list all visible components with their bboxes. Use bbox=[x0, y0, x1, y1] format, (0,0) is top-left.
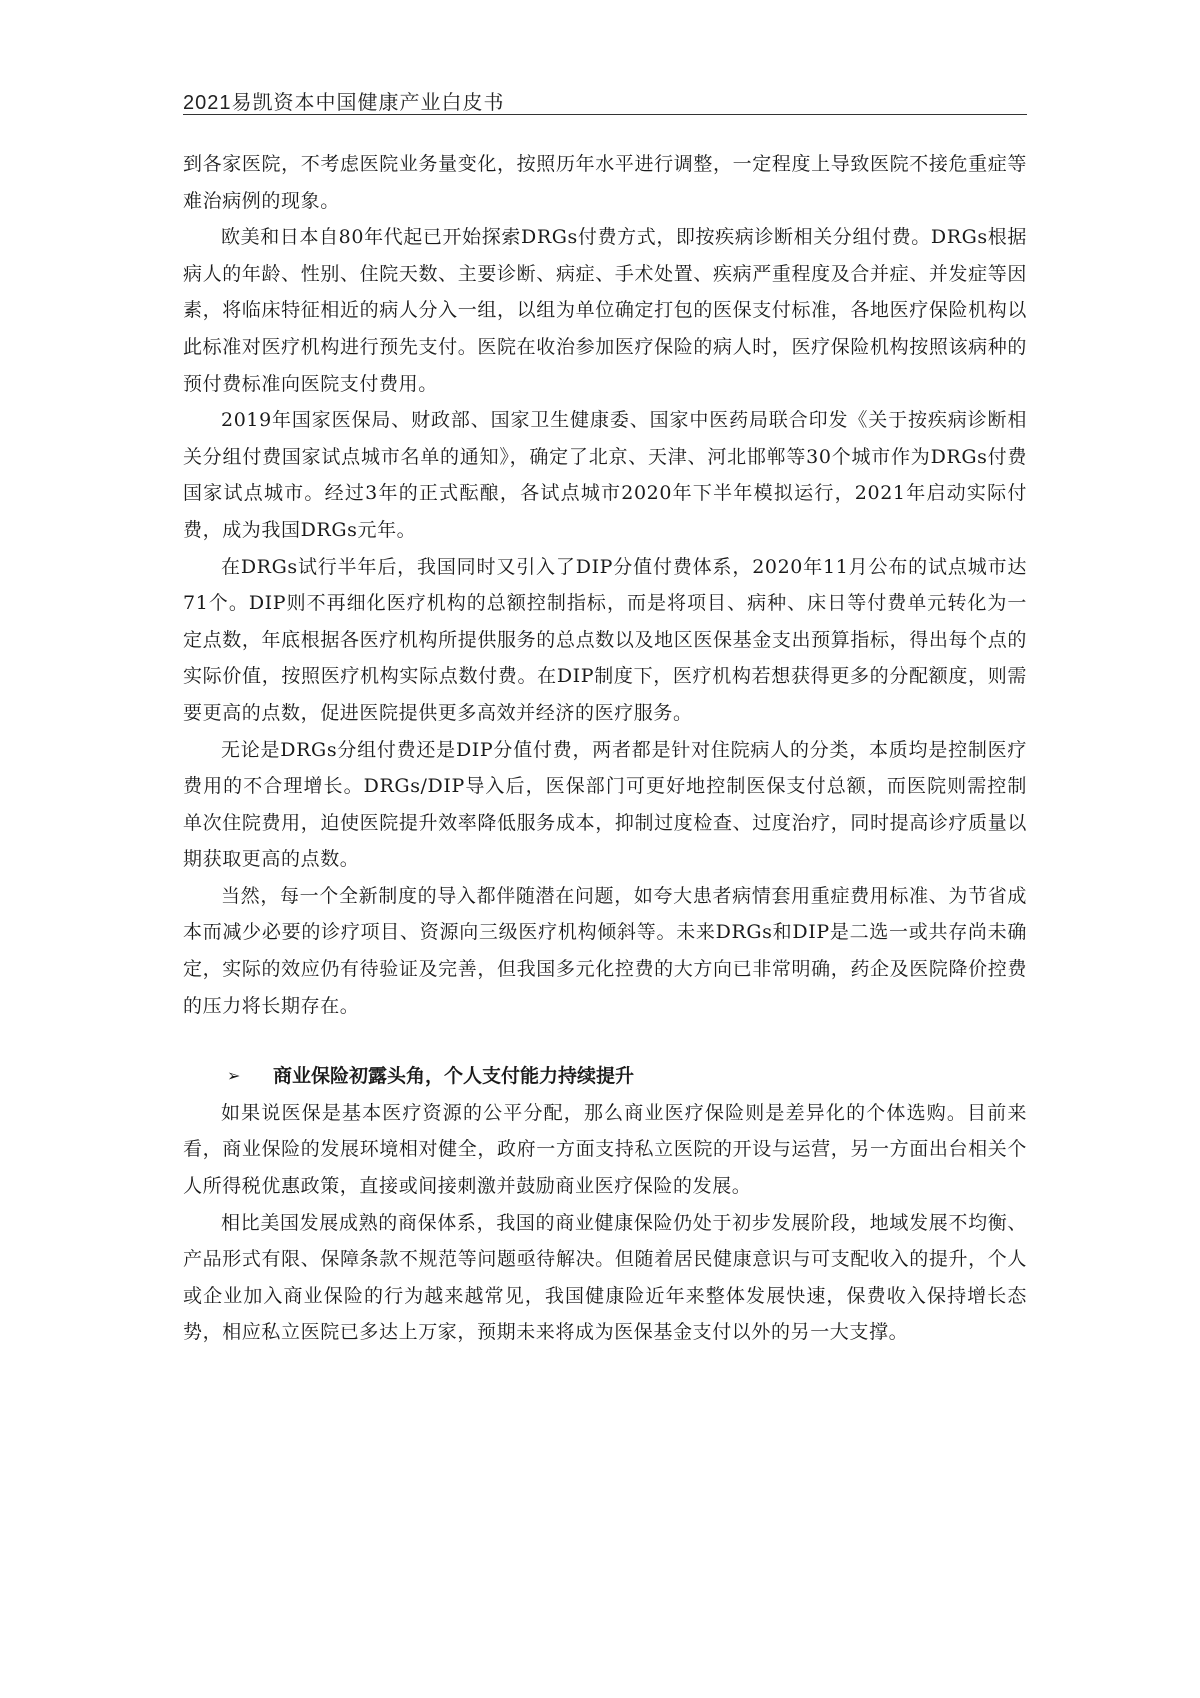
paragraph-continuation: 到各家医院，不考虑医院业务量变化，按照历年水平进行调整，一定程度上导致医院不接危重症等难治病例的现象。 bbox=[183, 153, 1027, 212]
paragraph-health-insurance-outlook: 相比美国发展成熟的商保体系，我国的商业健康保险仍处于初步发展阶段，地域发展不均衡、产品形式有限、保障条款不规范等问题亟待解决。但随着居民健康意识与可支配收入的提升，个人或企业加入商业保险的行为越来越常见，我国健康险近年来整体发展快速，保费收入保持增长态势，相应私立医院已多达上万家，预期未来将成为医保基金支付以外的另一大支撑。 bbox=[183, 1211, 1027, 1344]
running-header: 2021易凯资本中国健康产业白皮书 bbox=[183, 92, 505, 114]
paragraph-drgs-pilot: 2019年国家医保局、财政部、国家卫生健康委、国家中医药局联合印发《关于按疾病诊断相关分组付费国家试点城市名单的通知》，确定了北京、天津、河北邯郸等30个城市作为DRGs付费国家试点城市。经过3年的正式酝酿，各试点城市2020年下半年模拟运行，2021年启动实际付费，成为我国DRGs元年。 bbox=[183, 409, 1027, 541]
paragraph-dip: 在DRGs试行半年后，我国同时又引入了DIP分值付费体系，2020年11月公布的试点城市达71个。DIP则不再细化医疗机构的总额控制指标，而是将项目、病种、床日等付费单元转化为一定点数，年底根据各医疗机构所提供服务的总点数以及地区医保基金支出预算指标，得出每个点的实际价值，按照医疗机构实际点数付费。在DIP制度下，医疗机构若想获得更多的分配额度，则需要更高的点数，促进医院提供更多高效并经济的医疗服务。 bbox=[183, 555, 1027, 724]
arrow-bullet-icon: ➢ bbox=[227, 1066, 241, 1086]
paragraph-potential-issues: 当然，每一个全新制度的导入都伴随潜在问题，如夸大患者病情套用重症费用标准、为节省成本而减少必要的诊疗项目、资源向三级医疗机构倾斜等。未来DRGs和DIP是二选一或共存尚未确定，实际的效应仍有待验证及完善，但我国多元化控费的大方向已非常明确，药企及医院降价控费的压力将长期存在。 bbox=[183, 884, 1027, 1017]
paragraph-commercial-insurance: 如果说医保是基本医疗资源的公平分配，那么商业医疗保险则是差异化的个体选购。目前来看，商业保险的发展环境相对健全，政府一方面支持私立医院的开设与运营，另一方面出台相关个人所得税优惠政策，直接或间接刺激并鼓励商业医疗保险的发展。 bbox=[183, 1101, 1027, 1198]
header-rule bbox=[183, 114, 1027, 115]
section-heading-text: 商业保险初露头角，个人支付能力持续提升 bbox=[273, 1065, 635, 1088]
section-heading bbox=[183, 1058, 1027, 1095]
body-text bbox=[183, 146, 1027, 1351]
paragraph-drgs-dip-comparison: 无论是DRGs分组付费还是DIP分值付费，两者都是针对住院病人的分类，本质均是控制医疗费用的不合理增长。DRGs/DIP导入后，医保部门可更好地控制医保支付总额，而医院则需控制单次住院费用，迫使医院提升效率降低服务成本，抑制过度检查、过度治疗，同时提高诊疗质量以期获取更高的点数。 bbox=[183, 738, 1027, 871]
paragraph-drgs-intro: 欧美和日本自80年代起已开始探索DRGs付费方式，即按疾病诊断相关分组付费。DRGs根据病人的年龄、性别、住院天数、主要诊断、病症、手术处置、疾病严重程度及合并症、并发症等因素，将临床特征相近的病人分入一组，以组为单位确定打包的医保支付标准，各地医疗保险机构以此标准对医疗机构进行预先支付。医院在收治参加医疗保险的病人时，医疗保险机构按照该病种的预付费标准向医院支付费用。 bbox=[183, 226, 1027, 395]
